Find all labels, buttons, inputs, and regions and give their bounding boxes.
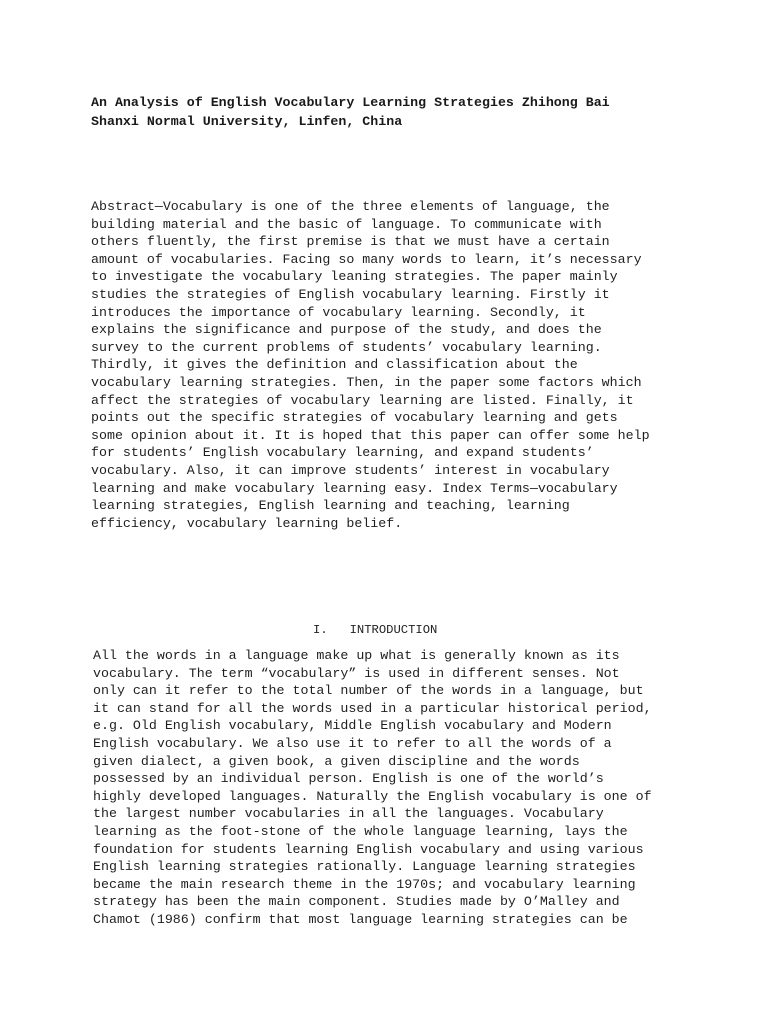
paper-title: An Analysis of English Vocabulary Learning Strategies Zhihong Bai Shanxi Normal University, Linfen, China bbox=[91, 95, 610, 129]
introduction-paragraph: All the words in a language make up what is generally known as its vocabulary. The term “vocabulary” is used in different senses. Not only can it refer to the total number of the words in a language, but it can stand for all the words used in a particular historical period, e.g. Old English vocabulary, Middle English vocabulary and Modern English vocabulary. We also use it to refer to all the words of a given dialect, a given book, a given discipline and the words possessed by an individual person. English is one of the world’s highly developed languages. Naturally the English vocabulary is one of the largest number vocabularies in all the languages. Vocabulary learning as the foot-stone of the whole language learning, lays the foundation for students learning English vocabulary and using various English learning strategies rationally. Language learning strategies became the main research theme in the 1970s; and vocabulary learning strategy has been the main component. Studies made by O’Malley and Chamot (1986) confirm that most language learning strategies can be bbox=[93, 648, 652, 927]
abstract-paragraph: Abstract—Vocabulary is one of the three elements of language, the building material and the basic of language. To communicate with others fluently, the first premise is that we must have a certain amount of vocabularies. Facing so many words to learn, it’s necessary to investigate the vocabulary leaning strategies. The paper mainly studies the strategies of English vocabulary learning. Firstly it introduces the importance of vocabulary learning. Secondly, it explains the significance and purpose of the study, and does the survey to the current problems of students’ vocabulary learning. Thirdly, it gives the definition and classification about the vocabulary learning strategies. Then, in the paper some factors which affect the strategies of vocabulary learning are listed. Finally, it points out the specific strategies of vocabulary learning and gets some opinion about it. It is hoped that this paper can offer some help for students’ English vocabulary learning, and expand students’ vocabulary. Also, it can improve students’ interest in vocabulary learning and make vocabulary learning easy. Index Terms—vocabulary learning strategies, English learning and teaching, learning efficiency, vocabulary learning belief. bbox=[91, 199, 650, 531]
section-heading-introduction: I. INTRODUCTION bbox=[313, 623, 438, 637]
